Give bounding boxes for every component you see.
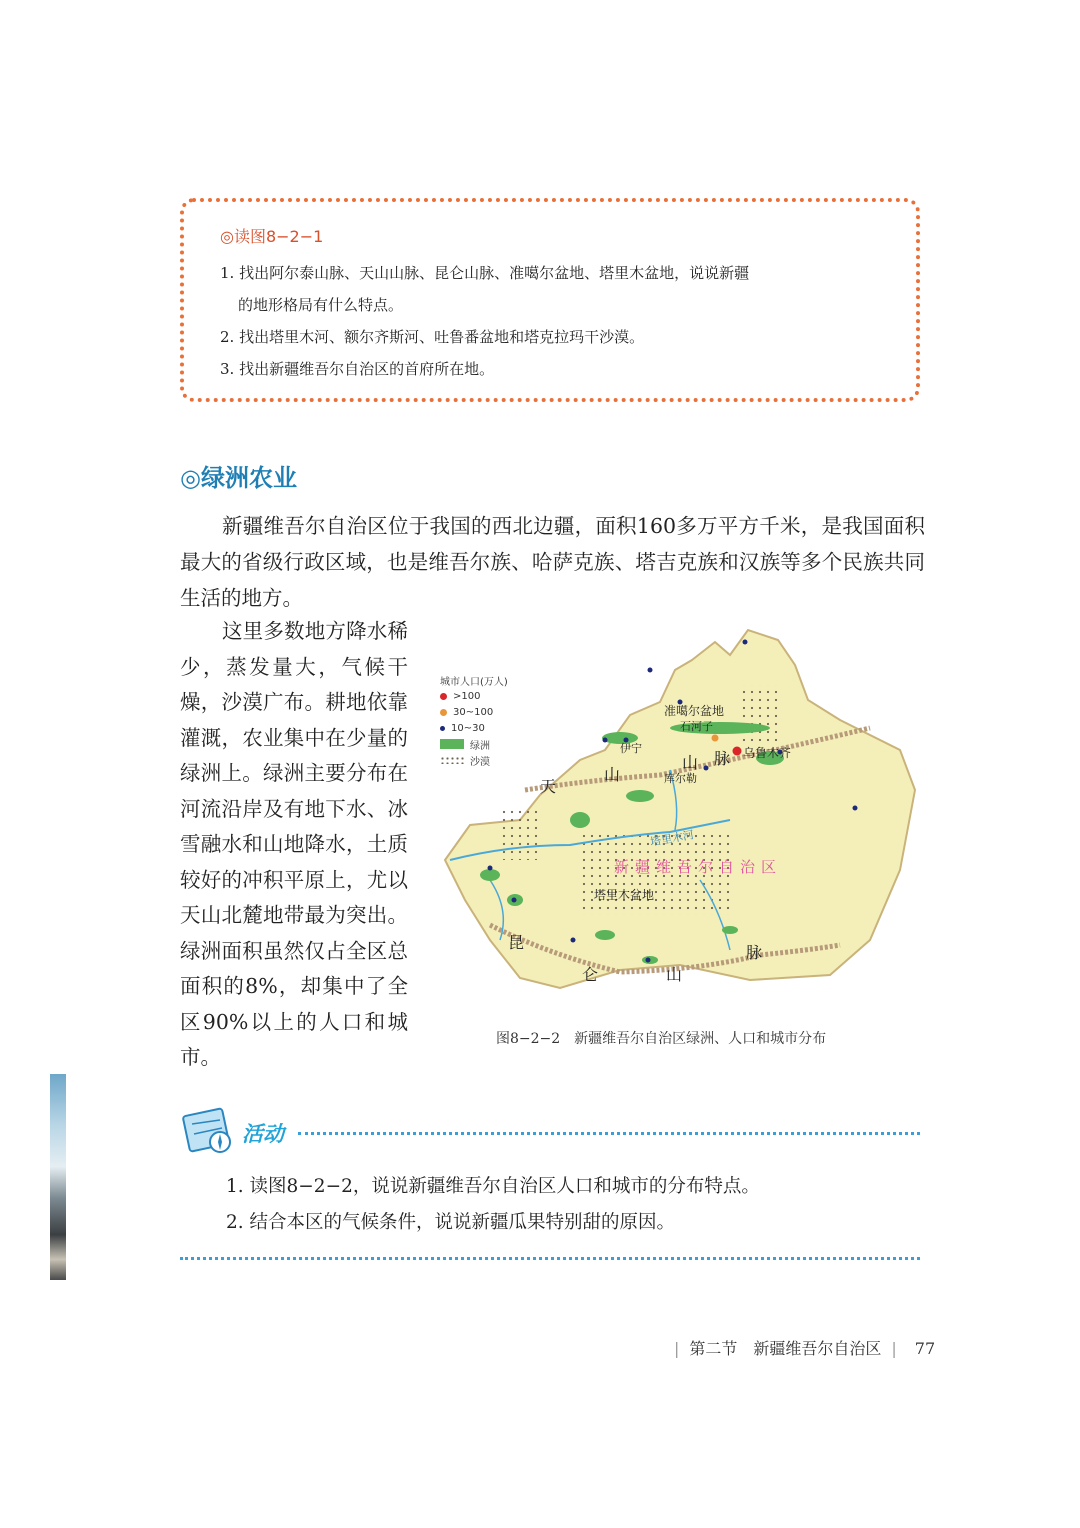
page-number: 77 xyxy=(914,1339,936,1358)
label-shan-3: 山 xyxy=(666,965,683,984)
activity-divider-top xyxy=(298,1132,920,1135)
activity-title: 活动 xyxy=(242,1122,284,1146)
label-shan-1: 山 xyxy=(604,765,621,784)
reading-task-item-1-cont: 的地形格局有什么特点。 xyxy=(238,296,404,314)
label-region: 新疆维吾尔自治区 xyxy=(614,858,783,876)
label-urumqi: 乌鲁木齐 xyxy=(743,746,792,760)
legend-big-city-swatch xyxy=(440,693,447,700)
activity-item-2: 2. 结合本区的气候条件，说说新疆瓜果特别甜的原因。 xyxy=(226,1212,676,1233)
activity-item-1: 1. 读图8−2−2，说说新疆维吾尔自治区人口和城市的分布特点。 xyxy=(226,1176,760,1197)
label-mai-1: 脉 xyxy=(714,749,731,768)
reading-task-item-3: 3. 找出新疆维吾尔自治区的首府所在地。 xyxy=(220,360,495,378)
legend-desert: 沙漠 xyxy=(470,756,490,768)
legend-desert-swatch xyxy=(440,756,464,764)
label-junggar: 准噶尔盆地 xyxy=(664,704,725,718)
map-compass-icon xyxy=(180,1106,238,1158)
label-shan-2: 山 xyxy=(682,753,699,772)
legend-big-city: >100 xyxy=(453,690,481,702)
map-legend xyxy=(440,672,508,768)
legend-title: 城市人口(万人) xyxy=(440,676,508,688)
side-photo-strip xyxy=(50,1074,66,1280)
legend-small-city-swatch xyxy=(440,726,445,731)
map-caption: 图8−2−2 新疆维吾尔自治区绿洲、人口和城市分布 xyxy=(496,1031,827,1047)
page-footer: | 第二节 新疆维吾尔自治区 | 77 xyxy=(674,1339,936,1358)
label-mai-2: 脉 xyxy=(746,943,763,962)
footer-section-title: 第二节 新疆维吾尔自治区 xyxy=(689,1339,882,1358)
legend-oasis: 绿洲 xyxy=(470,740,490,752)
legend-small-city: 10~30 xyxy=(451,722,485,734)
activity-divider-bottom xyxy=(180,1257,920,1260)
label-tian: 天 xyxy=(540,777,557,796)
legend-mid-city: 30~100 xyxy=(453,706,494,718)
label-kun: 昆 xyxy=(508,933,525,952)
label-tarim-basin: 塔里木盆地 xyxy=(594,888,655,902)
legend-oasis-swatch xyxy=(440,739,464,749)
intro-paragraph: 新疆维吾尔自治区位于我国的西北边疆，面积160多万平方千米，是我国面积最大的省级行政区域，也是维吾尔族、哈萨克族、塔吉克族和汉族等多个民族共同生活的地方。 xyxy=(180,514,925,610)
label-lun: 仑 xyxy=(582,965,599,984)
legend-mid-city-swatch xyxy=(440,709,447,716)
oasis-paragraph: 这里多数地方降水稀少，蒸发量大，气候干燥，沙漠广布。耕地依靠灌溉，农业集中在少量的绿洲上。绿洲主要分布在河流沿岸及有地下水、冰雪融水和山地降水，土质较好的冲积平原上，尤以天山北麓地带最为突出。绿洲面积虽然仅占全区总面积的8%，却集中了全区90%以上的人口和城市。 xyxy=(180,619,408,1069)
label-korla: 库尔勒 xyxy=(664,772,697,785)
label-yining: 伊宁 xyxy=(620,742,642,755)
reading-task-item-1: 1. 找出阿尔泰山脉、天山山脉、昆仑山脉、准噶尔盆地、塔里木盆地，说说新疆 xyxy=(220,264,750,282)
reading-task-item-2: 2. 找出塔里木河、额尔齐斯河、吐鲁番盆地和塔克拉玛干沙漠。 xyxy=(220,328,645,346)
label-shihezi: 石河子 xyxy=(680,720,713,733)
section-heading: ◎绿洲农业 xyxy=(180,464,297,492)
city-urumqi xyxy=(733,747,742,756)
reading-task-box xyxy=(180,198,920,402)
city-shihezi xyxy=(712,735,719,742)
label-tarim-river: 塔里木河 xyxy=(649,828,695,849)
reading-task-title: ◎读图8−2−1 xyxy=(220,227,324,246)
